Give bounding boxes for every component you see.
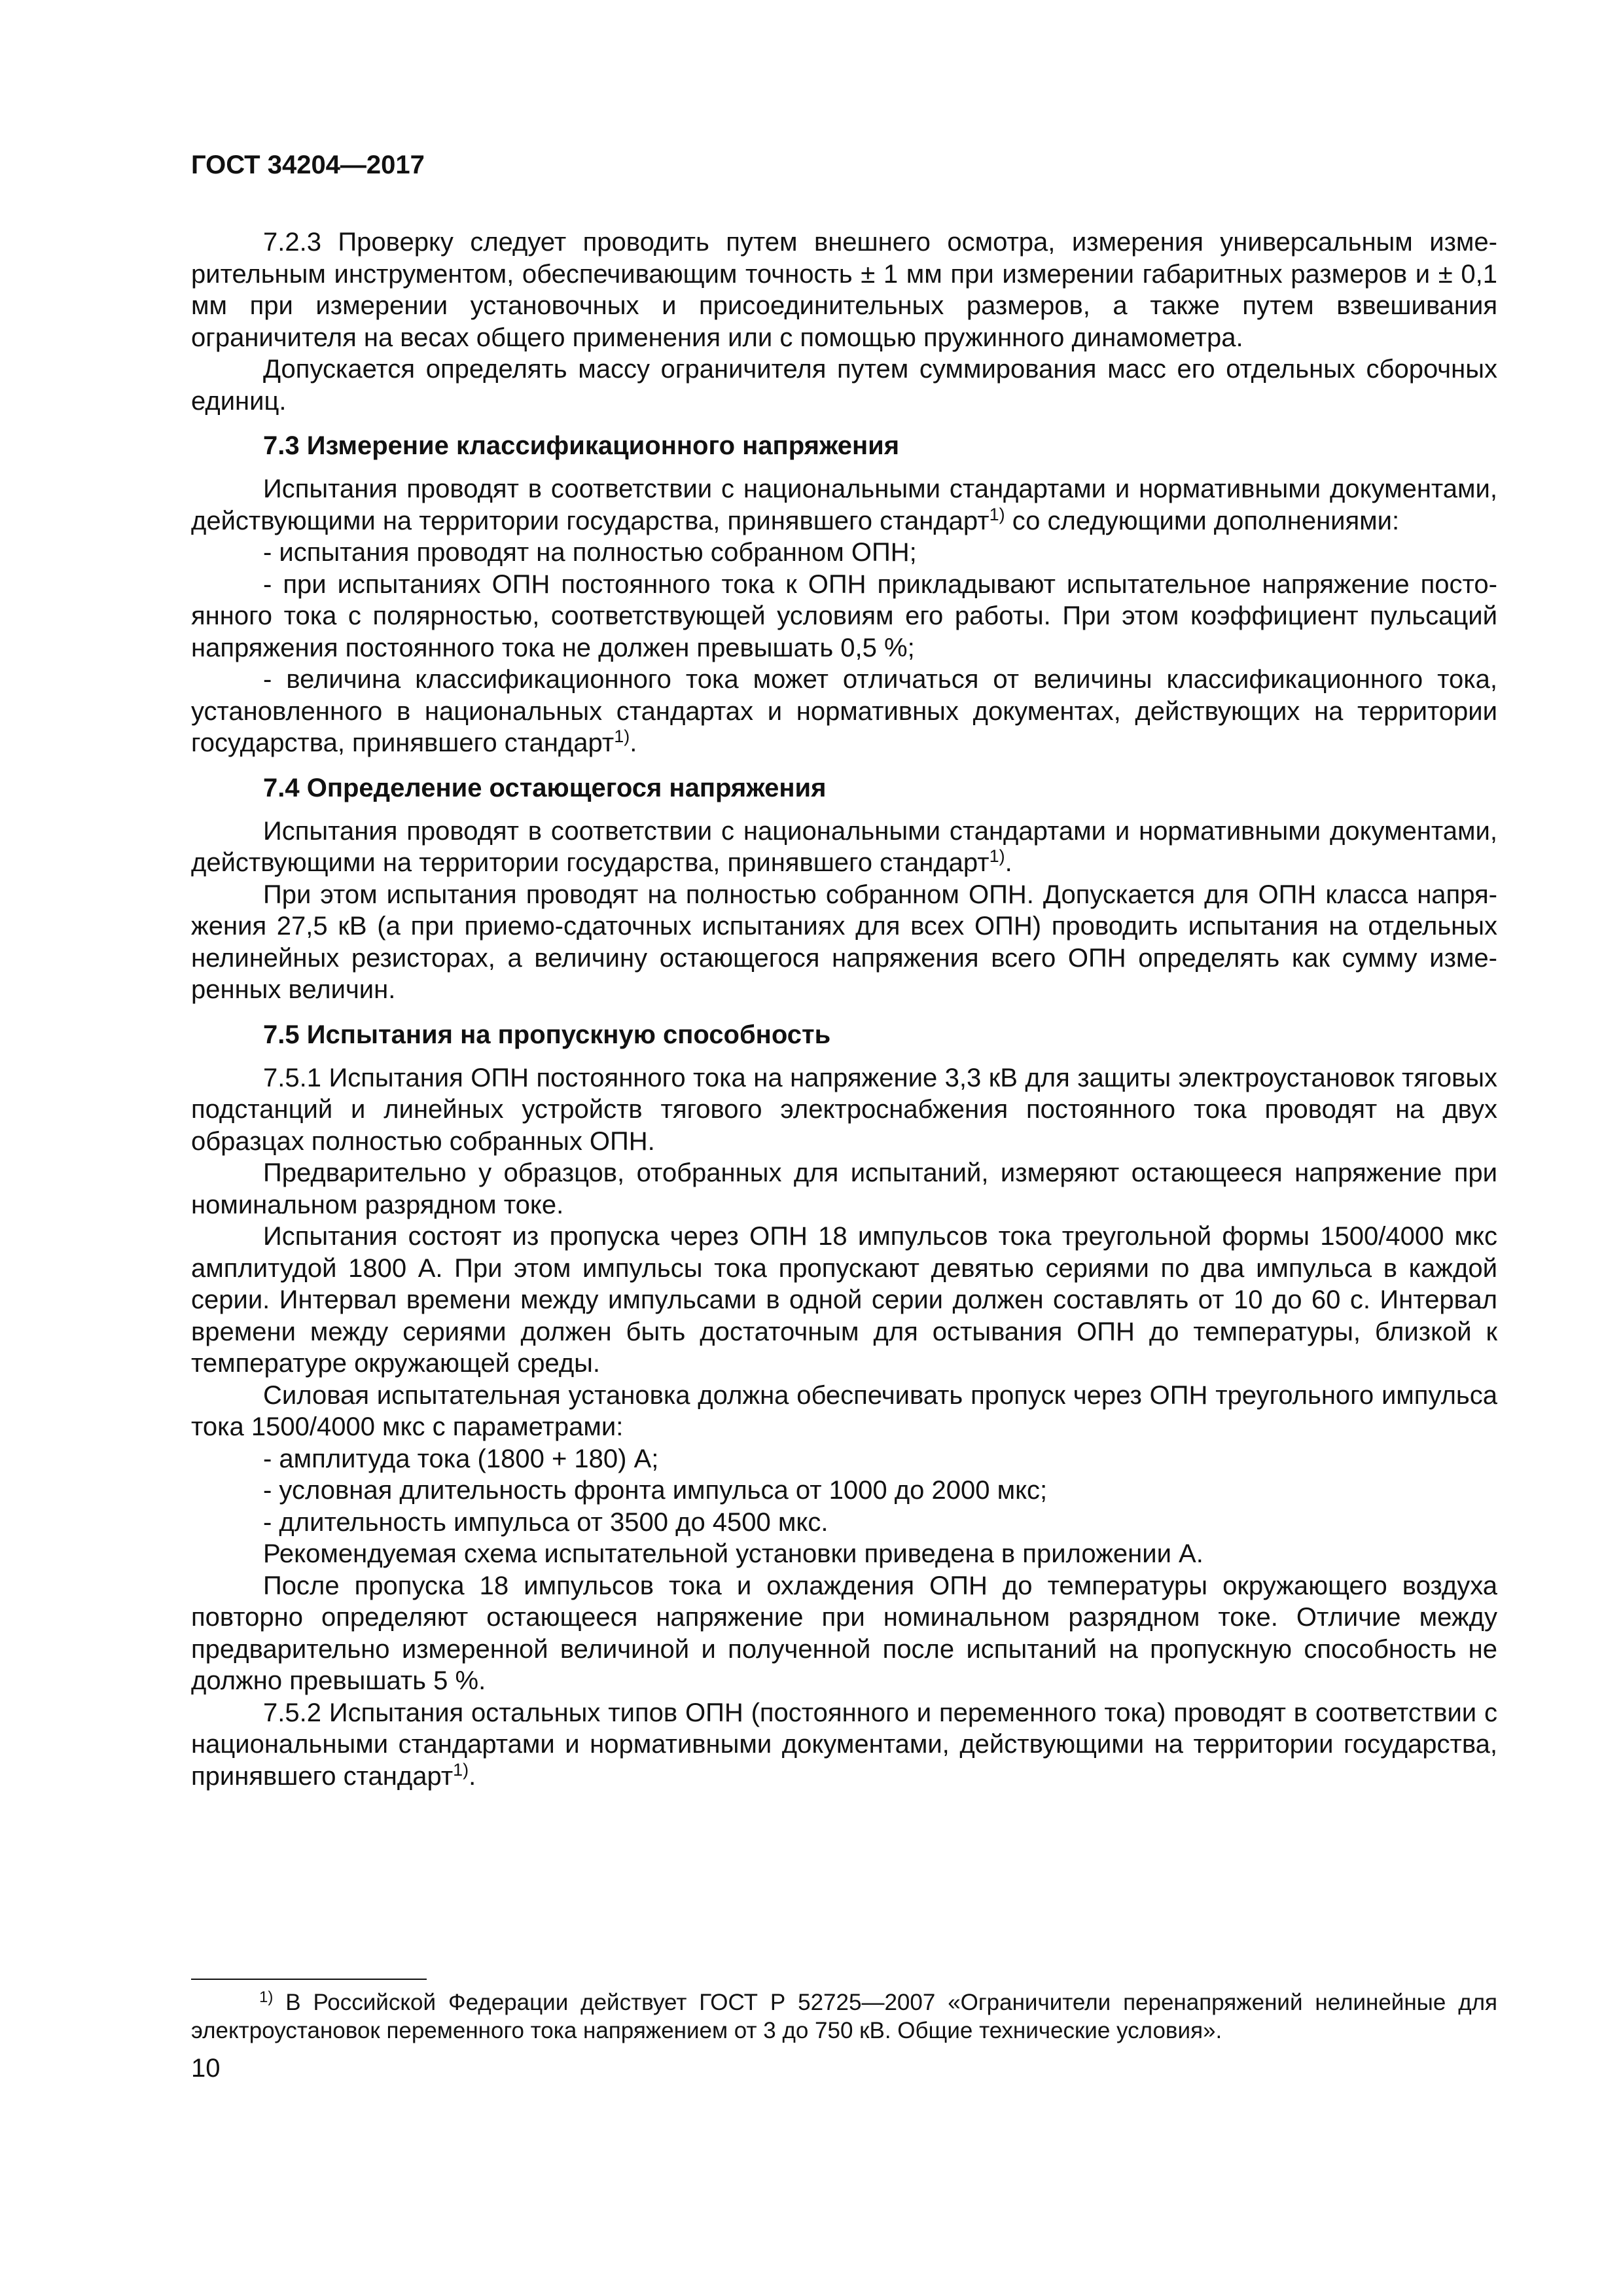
list-item-7-5-3: - длительность импульса от 3500 до 4500 мкс.	[263, 1507, 829, 1537]
list-item-7-3-3-text: - величина классификационного тока может отличаться от величины классификационного тока, установленного в национальных стандартах и нормативных документах, действующих на территории государства, принявшего стандарт	[191, 665, 1497, 757]
list-item-7-3-1: - испытания проводят на полностью собранном ОПН;	[263, 538, 917, 567]
footnote-body: В Российской Федерации действует ГОСТ Р 52725—2007 «Ограничители перенапряжений нелинейные для электроустановок переменного тока напряжением от 3 до 750 кВ. Общие технические условия».	[191, 1990, 1497, 2043]
page-content	[191, 226, 1497, 1792]
paragraph-7-5-1-appendix: Рекомендуемая схема испытательной установки приведена в приложении А.	[263, 1539, 1204, 1568]
paragraph-7-3-intro-text: Испытания проводят в соответствии с национальными стандартами и нормативными документами, действующими на территории государства, принявшего стандарт	[191, 475, 1497, 535]
footnote-ref: 1)	[453, 1759, 469, 1780]
paragraph-7-5-2	[191, 1697, 1497, 1793]
section-heading-7-3: 7.3 Измерение классификационного напряжения	[263, 431, 900, 460]
sentence-period: .	[630, 728, 637, 757]
paragraph-7-5-1-result: После пропуска 18 импульсов тока и охлаждения ОПН до температуры окружающего воздуха повторно определяют остающееся напряжение при номинальном разрядном токе. Отличие между предварительно измеренной величиной и полученной после испытаний на пропускную способность не должно превышать 5 %.	[191, 1571, 1497, 1695]
sentence-period: .	[1005, 848, 1012, 877]
paragraph-7-4-details: При этом испытания проводят на полностью собранном ОПН. Допускается для ОПН класса напряжения 27,5 кВ (а при приемо-сдаточных испытаниях для всех ОПН) проводить испытания на отдельных нелинейных резисторах, а величину остающегося напряжения всего ОПН определять как сумму измеренных величин.	[191, 880, 1497, 1004]
paragraph-7-4-intro-text: Испытания проводят в соответствии с национальными стандартами и нормативными документами, действующими на территории государства, принявшего стандарт	[191, 816, 1497, 877]
paragraph-7-4-intro	[191, 816, 1497, 879]
footnote-ref: 1)	[614, 726, 630, 746]
paragraph-7-5-1: 7.5.1 Испытания ОПН постоянного тока на напряжение 3,3 кВ для защиты электроустановок тяговых подстанций и линейных устройств тягового электроснабжения постоянного тока проводят на двух образцах полностью собранных ОПН.	[191, 1063, 1497, 1156]
footnote-mark: 1)	[259, 1988, 274, 2006]
paragraph-7-3-intro	[191, 473, 1497, 537]
paragraph-7-5-1-setup: Силовая испытательная установка должна обеспечивать пропуск через ОПН треугольного импульса тока 1500/4000 мкс с параметрами:	[191, 1380, 1497, 1441]
footnote-ref: 1)	[989, 846, 1005, 866]
list-item-7-5-1: - амплитуда тока (1800 + 180) А;	[263, 1444, 659, 1473]
footnote	[191, 1988, 1497, 2045]
list-item-7-3-3	[191, 664, 1497, 759]
section-heading-7-4: 7.4 Определение остающегося напряжения	[263, 773, 827, 802]
paragraph-7-2-3-mass: Допускается определять массу ограничителя путем суммирования масс его отдельных сборочных единиц.	[191, 355, 1497, 416]
footnote-text	[191, 1988, 1497, 2045]
paragraph-7-5-1-preliminary: Предварительно у образцов, отобранных для испытаний, измеряют остающееся напряжение при номинальном разрядном токе.	[191, 1158, 1497, 1219]
paragraph-7-2-3: 7.2.3 Проверку следует проводить путем внешнего осмотра, измерения универсальным измерительным инструментом, обеспечивающим точность ± 1 мм при измерении габаритных размеров и ± 0,1 мм при измерении установочных и присоединительных размеров, а также путем взвешивания ограничителя на весах общего применения или с помощью пружинного динамометра.	[191, 228, 1497, 352]
footnote-ref: 1)	[989, 504, 1005, 524]
page-number: 10	[191, 2054, 221, 2083]
section-heading-7-5: 7.5 Испытания на пропускную способность	[263, 1020, 831, 1049]
paragraph-7-3-intro-end: со следующими дополнениями:	[1005, 506, 1400, 535]
list-item-7-5-2: - условная длительность фронта импульса от 1000 до 2000 мкс;	[263, 1476, 1048, 1505]
document-header: ГОСТ 34204—2017	[191, 151, 425, 179]
paragraph-7-5-2-text: 7.5.2 Испытания остальных типов ОПН (постоянного и переменного тока) проводят в соответствии с национальными стандартами и нормативными документами, действующими на территории государства, принявшего стандарт	[191, 1698, 1497, 1791]
sentence-period: .	[469, 1761, 476, 1791]
footnote-divider	[191, 1979, 427, 1980]
list-item-7-3-2: - при испытаниях ОПН постоянного тока к ОПН прикладывают испытательное напряжение постоянного тока с полярностью, соответствующей условиям его работы. При этом коэффициент пульсаций напряжения постоянного тока не должен превышать 0,5 %;	[191, 569, 1497, 662]
paragraph-7-5-1-procedure: Испытания состоят из пропуска через ОПН 18 импульсов тока треугольной формы 1500/4000 мкс амплитудой 1800 А. При этом импульсы тока пропускают девятью сериями по два импульса в каждой серии. Интервал времени между импульсами в одной серии должен составлять от 10 до 60 с. Интервал времени между сериями должен быть достаточным для остывания ОПН до температуры, близкой к температуре окружающей среды.	[191, 1222, 1497, 1378]
